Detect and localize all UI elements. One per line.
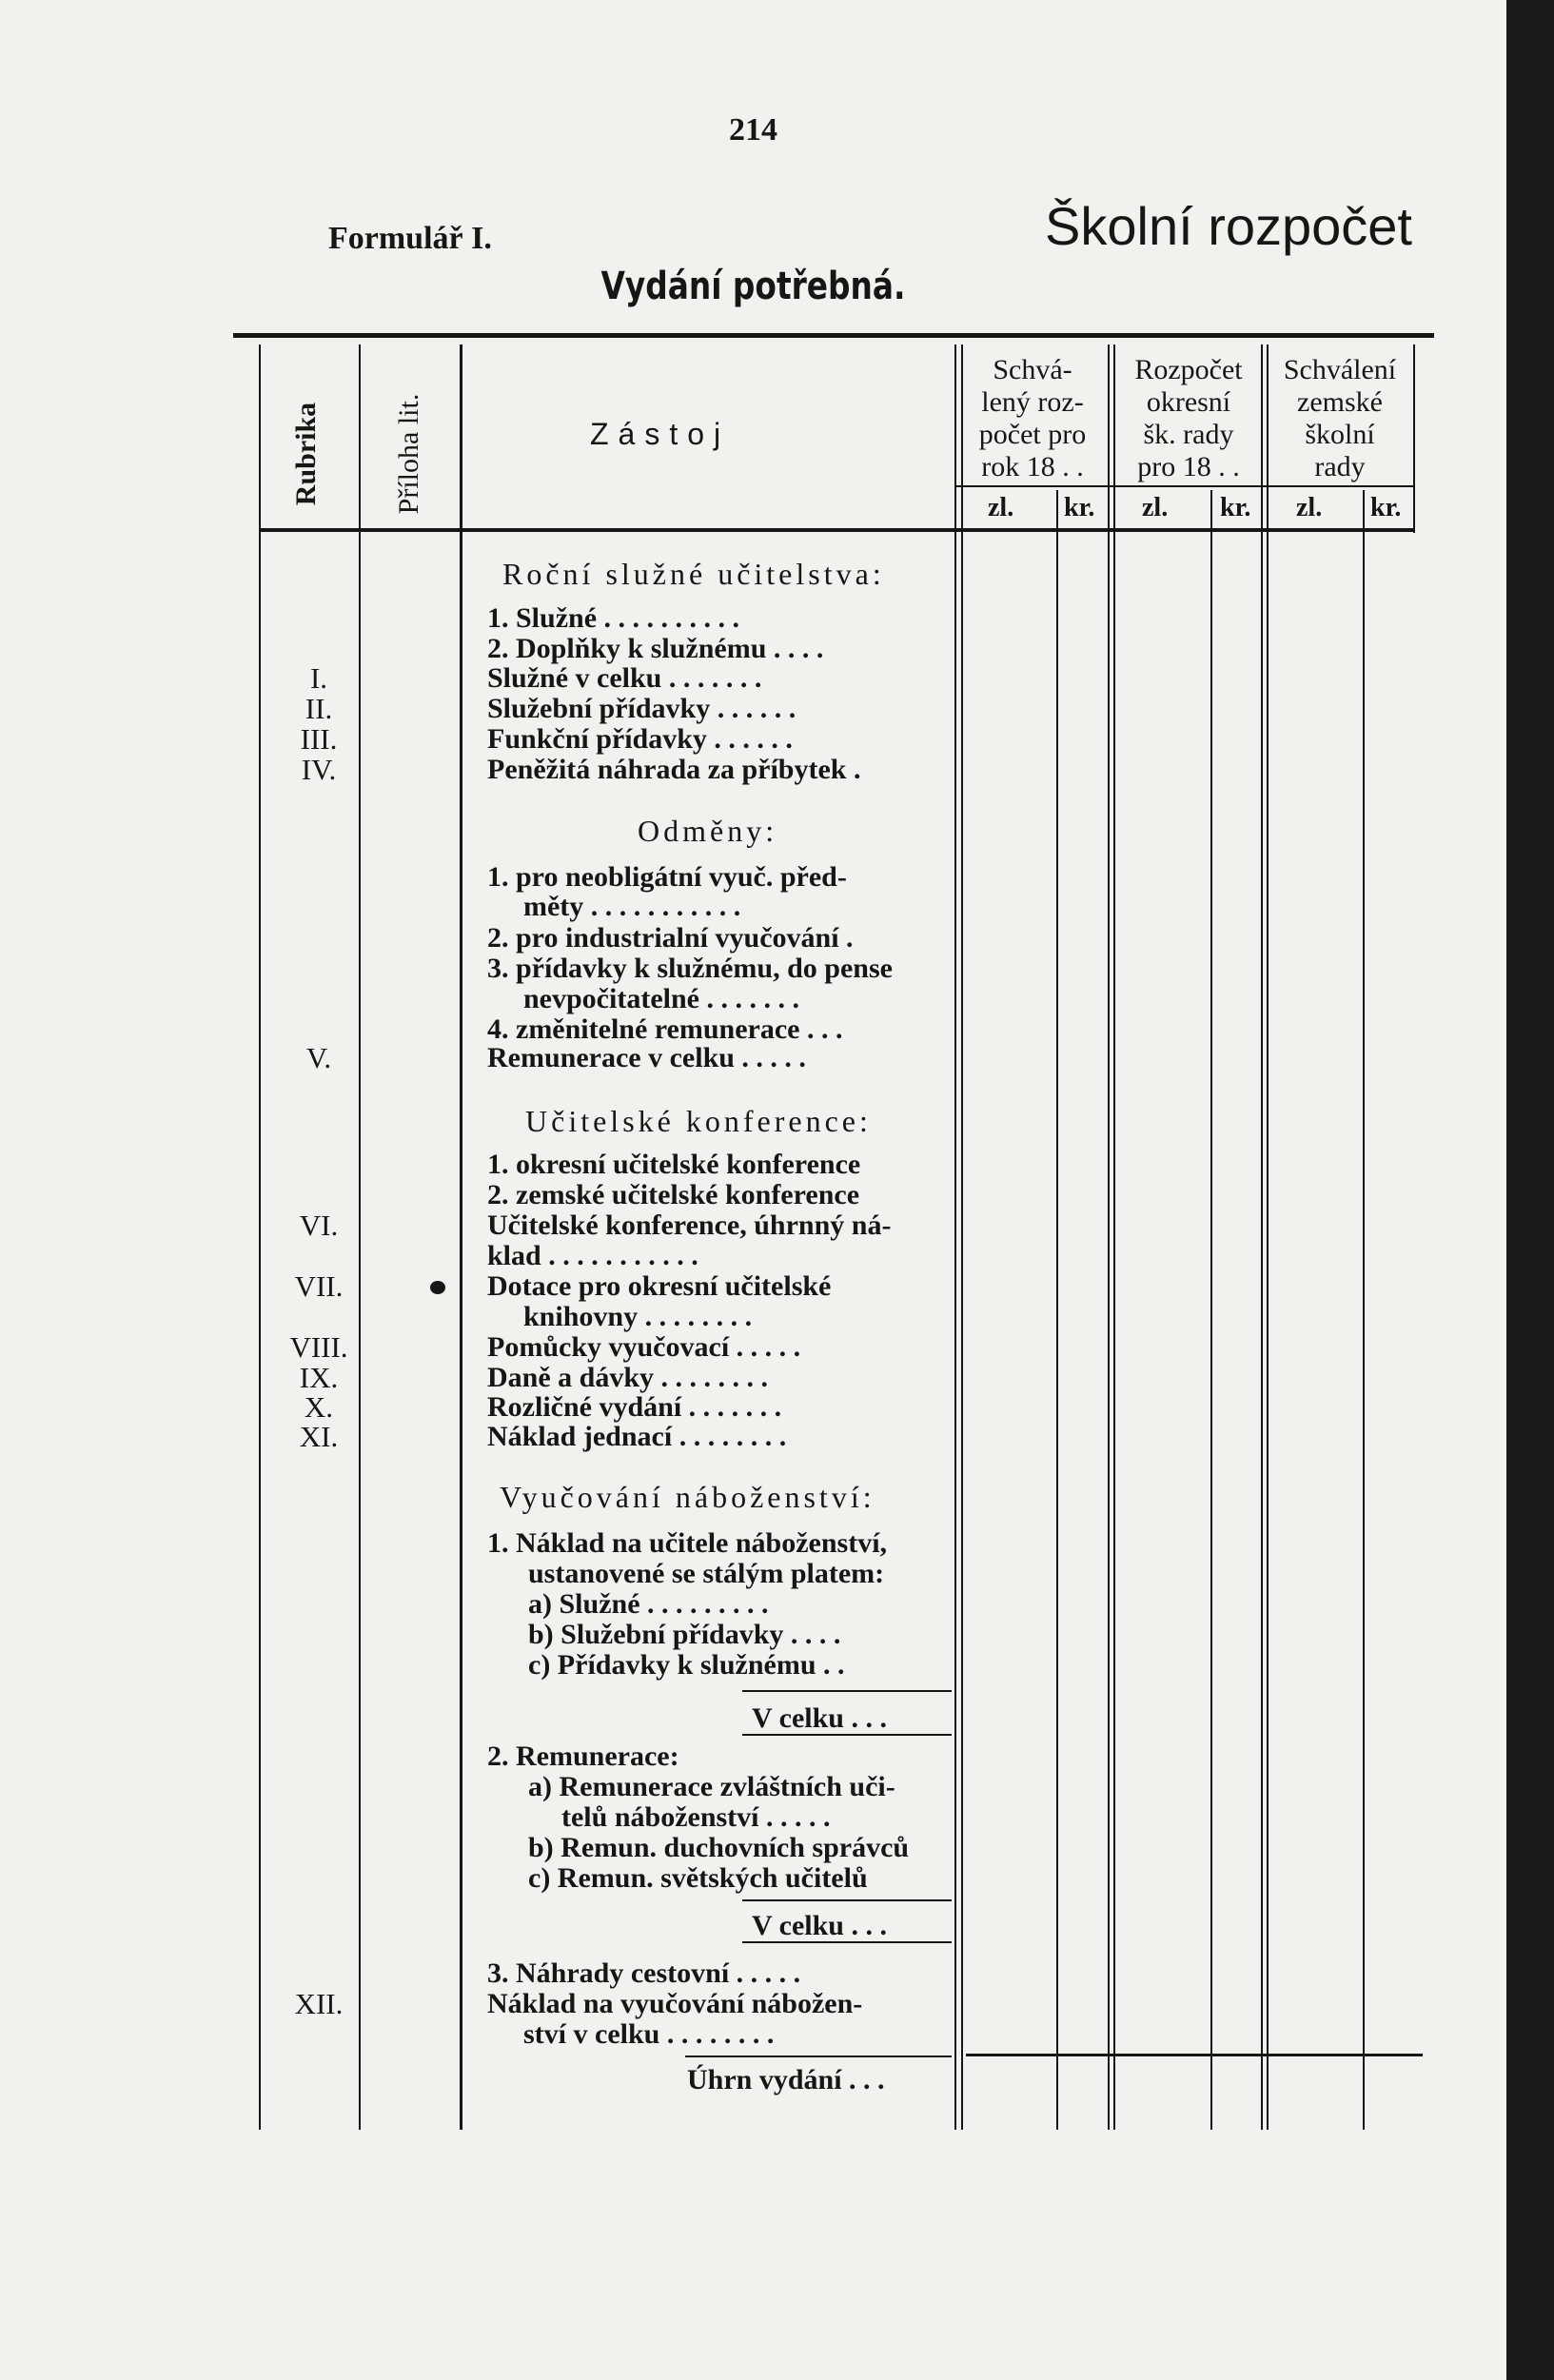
- col-line-right: [1413, 344, 1415, 533]
- units-rule: [956, 485, 1415, 487]
- total-rule: [966, 2054, 1423, 2056]
- list-item: 4. změnitelné remunerace . . .: [487, 1013, 843, 1045]
- list-item: 2. Remunerace:: [487, 1741, 679, 1772]
- section-nabozenstvi: Vyučování náboženství:: [500, 1480, 875, 1514]
- list-item: nevpočitatelné . . . . . . .: [523, 983, 799, 1014]
- list-item: 2. pro industrialní vyučování .: [487, 922, 854, 954]
- unit-zl-3: zl.: [1296, 493, 1323, 522]
- header-rozpocet: Rozpočet okresní šk. rady pro 18 . .: [1134, 354, 1243, 482]
- list-item: Rozličné vydání . . . . . . .: [487, 1391, 782, 1423]
- rubrika-numeral: I.: [309, 661, 328, 695]
- col-line-sum1-b: [961, 344, 963, 2130]
- section-odmeny: Odměny:: [638, 814, 778, 848]
- list-item: 3. Náhrady cestovní . . . . .: [487, 1957, 801, 1989]
- list-item: 2. zemské učitelské konference: [487, 1179, 860, 1210]
- unit-zl-2: zl.: [1142, 493, 1169, 522]
- rubrika-numeral: VIII.: [289, 1330, 348, 1364]
- unit-kr-2: kr.: [1220, 493, 1251, 522]
- list-item: b) Remun. duchovních správců: [528, 1832, 910, 1863]
- header-rubrika: Rubrika: [290, 402, 322, 506]
- list-item: Učitelské konference, úhrnný ná-: [487, 1210, 892, 1241]
- header-schvaleni: Schválení zemské školní rady: [1283, 354, 1397, 482]
- list-item: Služné v celku . . . . . . .: [487, 662, 762, 694]
- subtotal-rule: [742, 1899, 952, 1901]
- list-item: Dotace pro okresní učitelské: [487, 1270, 832, 1302]
- header-priloha: Příloha lit.: [393, 393, 424, 515]
- rubrika-numeral: II.: [305, 692, 333, 725]
- rubrika-numeral: IV.: [301, 753, 337, 786]
- list-item: ustanovené se stálým platem:: [528, 1558, 885, 1589]
- rubrika-numeral: XII.: [294, 1987, 344, 2020]
- ink-mark: [430, 1281, 445, 1294]
- col-line-priloha: [460, 344, 462, 2130]
- col-line-kr2: [1210, 490, 1212, 2130]
- list-item: c) Remun. světských učitelů: [528, 1862, 868, 1894]
- col-line-sum1-a: [954, 344, 956, 2130]
- list-item: Remunerace v celku . . . . .: [487, 1042, 806, 1073]
- total-left-rule: [685, 2055, 952, 2057]
- list-item: 1. Náklad na učitele náboženství,: [487, 1527, 888, 1559]
- rubrika-numeral: IX.: [299, 1361, 339, 1394]
- col-line-sum3-a: [1261, 344, 1263, 2130]
- col-line-sum2-b: [1113, 344, 1115, 2130]
- subtotal-rule: [742, 1690, 952, 1692]
- col-line-kr3: [1363, 490, 1365, 2130]
- rubrika-numeral: V.: [305, 1041, 332, 1074]
- rubrika-numeral: VI.: [299, 1209, 339, 1242]
- grand-total-label: Úhrn vydání . . .: [687, 2064, 885, 2095]
- rubrika-numeral: X.: [304, 1390, 334, 1424]
- col-line-left: [259, 344, 261, 2130]
- table-top-rule: [233, 333, 1434, 338]
- list-item: 1. okresní učitelské konference: [487, 1149, 861, 1180]
- list-item: klad . . . . . . . . . . .: [487, 1240, 698, 1271]
- subtotal-underline: [742, 1941, 952, 1943]
- col-line-sum2-a: [1108, 344, 1110, 2130]
- unit-kr-3: kr.: [1370, 493, 1402, 522]
- list-item: 3. přídavky k služnému, do pense: [487, 953, 893, 984]
- rubrika-numeral: III.: [300, 722, 338, 756]
- col-line-sum3-b: [1267, 344, 1269, 2130]
- list-item: knihovny . . . . . . . .: [523, 1301, 753, 1332]
- list-item: Funkční přídavky . . . . . .: [487, 723, 793, 755]
- section-konference: Učitelské konference:: [525, 1104, 872, 1138]
- form-label: Formulář I.: [328, 221, 492, 256]
- list-item: telů náboženství . . . . .: [561, 1801, 831, 1833]
- list-item: Pomůcky vyučovací . . . . .: [487, 1331, 801, 1363]
- list-item: ství v celku . . . . . . . .: [523, 2018, 775, 2050]
- rubrika-numeral: XI.: [299, 1420, 339, 1453]
- list-item: Služební přídavky . . . . . .: [487, 693, 797, 724]
- list-item: 1. pro neobligátní vyuč. před-: [487, 861, 847, 893]
- subtotal-underline: [742, 1734, 952, 1736]
- subtotal-label: V celku . . .: [752, 1702, 887, 1734]
- unit-zl-1: zl.: [988, 493, 1014, 522]
- list-item: a) Remunerace zvláštních uči-: [528, 1771, 895, 1802]
- header-schvaleny: Schvá- lený roz- počet pro rok 18 . .: [978, 354, 1087, 482]
- section-rocni: Roční služné učitelstva:: [502, 557, 885, 591]
- page-title: Školní rozpočet: [1045, 196, 1412, 256]
- page-subtitle: Vydání potřebná.: [600, 265, 906, 308]
- page-number: 214: [729, 112, 777, 148]
- list-item: c) Přídavky k služnému . .: [528, 1649, 845, 1681]
- header-zastoj: Zástoj: [590, 417, 731, 451]
- list-item: Peněžitá náhrada za příbytek .: [487, 754, 861, 785]
- col-line-kr1: [1056, 490, 1058, 2130]
- list-item: b) Služební přídavky . . . .: [528, 1619, 841, 1650]
- unit-kr-1: kr.: [1064, 493, 1095, 522]
- list-item: 1. Služné . . . . . . . . . .: [487, 602, 740, 634]
- list-item: a) Služné . . . . . . . . .: [528, 1588, 769, 1620]
- header-bottom-rule: [259, 528, 1415, 532]
- subtotal-label: V celku . . .: [752, 1910, 887, 1941]
- list-item: Náklad jednací . . . . . . . .: [487, 1421, 787, 1452]
- list-item: Náklad na vyučování nábožen-: [487, 1988, 863, 2019]
- list-item: 2. Doplňky k služnému . . . .: [487, 633, 824, 664]
- list-item: Daně a dávky . . . . . . . .: [487, 1362, 769, 1393]
- list-item: měty . . . . . . . . . . .: [523, 891, 741, 922]
- rubrika-numeral: VII.: [294, 1269, 344, 1303]
